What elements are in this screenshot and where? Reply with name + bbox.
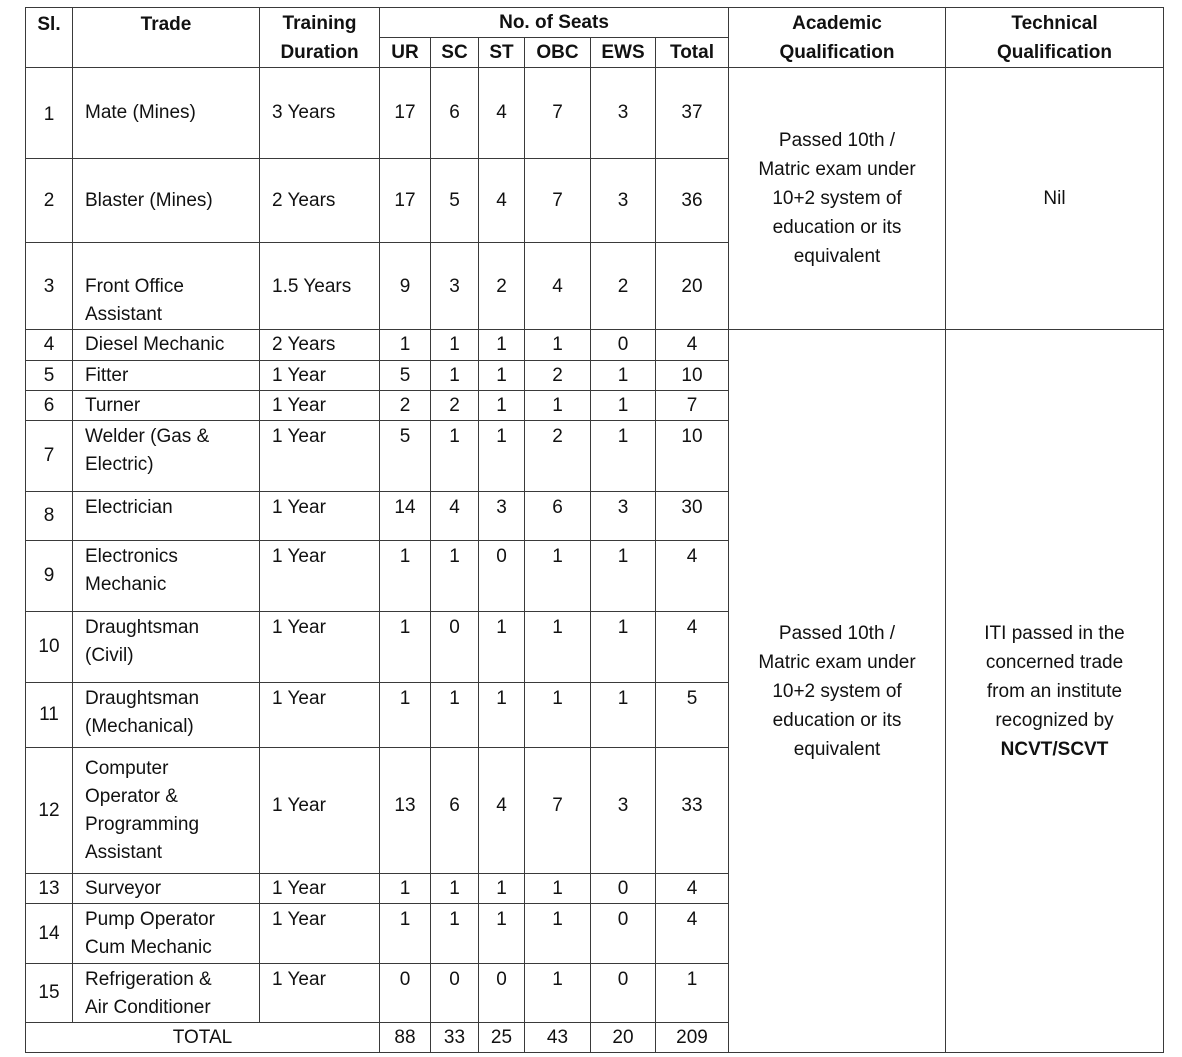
total-cell: 4 <box>656 330 729 361</box>
trade-cell: Electronics Mechanic <box>73 541 260 612</box>
academic-qualification-group-b: Passed 10th / Matric exam under 10+2 system of education or its equivalent <box>729 330 946 1053</box>
total-cell: 20 <box>656 243 729 330</box>
sc-cell: 1 <box>431 874 479 904</box>
st-cell: 1 <box>479 904 525 964</box>
duration-cell: 1 Year <box>260 683 380 748</box>
total-cell: 4 <box>656 874 729 904</box>
table-row <box>26 330 1164 361</box>
trade-cell: Blaster (Mines) <box>73 159 260 243</box>
sl-cell: 6 <box>26 391 73 421</box>
ews-cell: 1 <box>591 612 656 683</box>
ur-cell: 14 <box>380 492 431 541</box>
ur-cell: 9 <box>380 243 431 330</box>
obc-cell: 2 <box>525 361 591 391</box>
trade-cell: Draughtsman (Civil) <box>73 612 260 683</box>
ur-cell: 13 <box>380 748 431 874</box>
ur-cell: 1 <box>380 541 431 612</box>
obc-cell: 1 <box>525 964 591 1023</box>
total-obc: 43 <box>525 1023 591 1053</box>
sc-cell: 6 <box>431 748 479 874</box>
sc-cell: 0 <box>431 612 479 683</box>
technical-qualification-group-b: ITI passed in the concerned trade from an institute recognized by NCVT/SCVT <box>946 330 1164 1053</box>
ews-cell: 0 <box>591 330 656 361</box>
table-row <box>26 68 1164 159</box>
sc-cell: 1 <box>431 904 479 964</box>
obc-cell: 1 <box>525 612 591 683</box>
st-cell: 1 <box>479 421 525 492</box>
total-cell: 30 <box>656 492 729 541</box>
ews-cell: 2 <box>591 243 656 330</box>
obc-cell: 6 <box>525 492 591 541</box>
sc-cell: 1 <box>431 361 479 391</box>
st-cell: 4 <box>479 68 525 159</box>
trade-cell: Front Office Assistant <box>73 243 260 330</box>
obc-cell: 1 <box>525 904 591 964</box>
header-total: Total <box>656 38 729 68</box>
trade-cell: Mate (Mines) <box>73 68 260 159</box>
trade-cell: Fitter <box>73 361 260 391</box>
sl-cell: 7 <box>26 421 73 492</box>
sc-cell: 5 <box>431 159 479 243</box>
technical-qualification-group-a: Nil <box>946 68 1164 330</box>
total-cell: 36 <box>656 159 729 243</box>
total-cell: 37 <box>656 68 729 159</box>
sl-cell: 9 <box>26 541 73 612</box>
obc-cell: 2 <box>525 421 591 492</box>
sl-cell: 2 <box>26 159 73 243</box>
st-cell: 1 <box>479 391 525 421</box>
header-st: ST <box>479 38 525 68</box>
header-technical-qualification: Technical Qualification <box>946 8 1164 68</box>
duration-cell: 1 Year <box>260 612 380 683</box>
header-training-duration: Training Duration <box>260 8 380 68</box>
ur-cell: 17 <box>380 68 431 159</box>
ncvt-scvt-label: NCVT/SCVT <box>1000 738 1109 760</box>
trade-cell: Refrigeration & Air Conditioner <box>73 964 260 1023</box>
trade-cell: Pump Operator Cum Mechanic <box>73 904 260 964</box>
duration-cell: 2 Years <box>260 330 380 361</box>
header-academic-qualification: Academic Qualification <box>729 8 946 68</box>
ews-cell: 3 <box>591 68 656 159</box>
st-cell: 1 <box>479 330 525 361</box>
total-cell: 10 <box>656 361 729 391</box>
trade-cell: Computer Operator & Programming Assistant <box>73 748 260 874</box>
st-cell: 0 <box>479 964 525 1023</box>
sc-cell: 6 <box>431 68 479 159</box>
trade-cell: Electrician <box>73 492 260 541</box>
duration-cell: 1 Year <box>260 904 380 964</box>
duration-cell: 1 Year <box>260 748 380 874</box>
duration-cell: 1 Year <box>260 874 380 904</box>
sl-cell: 11 <box>26 683 73 748</box>
ews-cell: 1 <box>591 421 656 492</box>
sl-cell: 14 <box>26 904 73 964</box>
trade-cell: Welder (Gas & Electric) <box>73 421 260 492</box>
obc-cell: 1 <box>525 683 591 748</box>
header-ur: UR <box>380 38 431 68</box>
sl-cell: 12 <box>26 748 73 874</box>
ews-cell: 3 <box>591 748 656 874</box>
sl-cell: 3 <box>26 243 73 330</box>
st-cell: 1 <box>479 361 525 391</box>
duration-cell: 1.5 Years <box>260 243 380 330</box>
total-cell: 33 <box>656 748 729 874</box>
duration-cell: 1 Year <box>260 421 380 492</box>
ur-cell: 2 <box>380 391 431 421</box>
sc-cell: 1 <box>431 683 479 748</box>
total-total: 209 <box>656 1023 729 1053</box>
header-sc: SC <box>431 38 479 68</box>
duration-cell: 1 Year <box>260 541 380 612</box>
header-no-of-seats: No. of Seats <box>380 8 729 38</box>
trade-cell: Surveyor <box>73 874 260 904</box>
sc-cell: 2 <box>431 391 479 421</box>
ur-cell: 1 <box>380 612 431 683</box>
trade-cell: Diesel Mechanic <box>73 330 260 361</box>
st-cell: 3 <box>479 492 525 541</box>
total-cell: 4 <box>656 612 729 683</box>
ews-cell: 0 <box>591 904 656 964</box>
ews-cell: 3 <box>591 492 656 541</box>
sl-cell: 8 <box>26 492 73 541</box>
obc-cell: 1 <box>525 330 591 361</box>
header-obc: OBC <box>525 38 591 68</box>
obc-cell: 4 <box>525 243 591 330</box>
total-sc: 33 <box>431 1023 479 1053</box>
apprentice-seats-table <box>25 7 1164 1053</box>
sl-cell: 5 <box>26 361 73 391</box>
sc-cell: 1 <box>431 541 479 612</box>
ur-cell: 1 <box>380 330 431 361</box>
total-label: TOTAL <box>26 1023 380 1053</box>
ur-cell: 1 <box>380 874 431 904</box>
total-ews: 20 <box>591 1023 656 1053</box>
header-trade: Trade <box>73 8 260 68</box>
total-cell: 4 <box>656 541 729 612</box>
ur-cell: 5 <box>380 421 431 492</box>
ews-cell: 1 <box>591 541 656 612</box>
obc-cell: 7 <box>525 748 591 874</box>
ews-cell: 1 <box>591 361 656 391</box>
ur-cell: 17 <box>380 159 431 243</box>
sc-cell: 3 <box>431 243 479 330</box>
duration-cell: 3 Years <box>260 68 380 159</box>
ews-cell: 1 <box>591 683 656 748</box>
st-cell: 4 <box>479 748 525 874</box>
duration-cell: 2 Years <box>260 159 380 243</box>
duration-cell: 1 Year <box>260 361 380 391</box>
sl-cell: 15 <box>26 964 73 1023</box>
sl-cell: 13 <box>26 874 73 904</box>
header-sl: Sl. <box>26 8 73 68</box>
st-cell: 2 <box>479 243 525 330</box>
total-cell: 7 <box>656 391 729 421</box>
total-cell: 4 <box>656 904 729 964</box>
obc-cell: 1 <box>525 391 591 421</box>
sl-cell: 4 <box>26 330 73 361</box>
st-cell: 1 <box>479 683 525 748</box>
duration-cell: 1 Year <box>260 391 380 421</box>
sc-cell: 1 <box>431 330 479 361</box>
sc-cell: 1 <box>431 421 479 492</box>
ews-cell: 3 <box>591 159 656 243</box>
sl-cell: 1 <box>26 68 73 159</box>
st-cell: 4 <box>479 159 525 243</box>
duration-cell: 1 Year <box>260 964 380 1023</box>
total-cell: 10 <box>656 421 729 492</box>
total-cell: 5 <box>656 683 729 748</box>
st-cell: 1 <box>479 612 525 683</box>
ews-cell: 1 <box>591 391 656 421</box>
sl-cell: 10 <box>26 612 73 683</box>
obc-cell: 1 <box>525 874 591 904</box>
obc-cell: 7 <box>525 159 591 243</box>
duration-cell: 1 Year <box>260 492 380 541</box>
academic-qualification-group-a: Passed 10th / Matric exam under 10+2 system of education or its equivalent <box>729 68 946 330</box>
total-ur: 88 <box>380 1023 431 1053</box>
total-st: 25 <box>479 1023 525 1053</box>
obc-cell: 7 <box>525 68 591 159</box>
total-cell: 1 <box>656 964 729 1023</box>
trade-cell: Draughtsman (Mechanical) <box>73 683 260 748</box>
ur-cell: 1 <box>380 904 431 964</box>
obc-cell: 1 <box>525 541 591 612</box>
trade-cell: Turner <box>73 391 260 421</box>
ur-cell: 5 <box>380 361 431 391</box>
ur-cell: 1 <box>380 683 431 748</box>
ur-cell: 0 <box>380 964 431 1023</box>
ews-cell: 0 <box>591 874 656 904</box>
header-ews: EWS <box>591 38 656 68</box>
sc-cell: 4 <box>431 492 479 541</box>
st-cell: 1 <box>479 874 525 904</box>
ews-cell: 0 <box>591 964 656 1023</box>
st-cell: 0 <box>479 541 525 612</box>
sc-cell: 0 <box>431 964 479 1023</box>
